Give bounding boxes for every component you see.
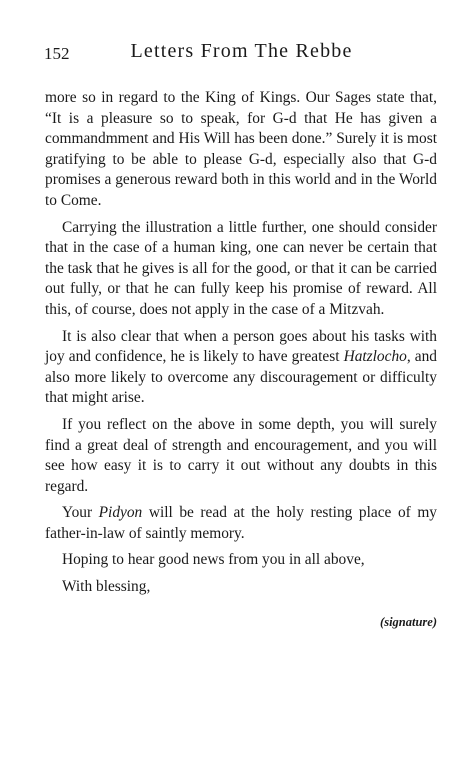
- paragraph-4: If you reflect on the above in some depth, you will surely find a great deal of strength and encouragement, and you will see how easy it is to carry it out without any doubts in this regard.: [45, 415, 437, 495]
- paragraph-3-text-start: It is also clear that when a person goes about his tasks with joy and confidence, he is likely to have greatest: [45, 327, 437, 366]
- paragraph-5-text-start: Your: [62, 504, 99, 522]
- paragraph-5-italic-term: Pidyon: [98, 504, 143, 522]
- letter-body: [45, 88, 437, 632]
- paragraph-3-text-end: , and also more likely to overcome any discouragement or difficulty that might arise.: [45, 348, 437, 407]
- running-title: Letters From The Rebbe: [130, 40, 353, 62]
- closing-line-1: Hoping to hear good news from you in all above,: [62, 551, 365, 569]
- paragraph-5-text-end: will be read at the holy resting place of my father-in-law of saintly memory.: [45, 504, 437, 542]
- page-number: 152: [44, 44, 70, 63]
- paragraph-5: [45, 503, 437, 544]
- page-header: [44, 40, 439, 68]
- signature-placeholder: (signature): [380, 614, 437, 629]
- closing-line-2: With blessing,: [62, 578, 151, 596]
- paragraph-2: Carrying the illustration a little further, one should consider that in the case of a human king, one can never be certain that the task that he gives is all for the good, or that it can be carried out fully, or that he can fully keep his promise of reward. All this, of course, does not apply in the case of a Mitzvah.: [45, 218, 437, 318]
- paragraph-3-italic-term: Hatzlocho: [343, 348, 407, 366]
- paragraph-3: [45, 327, 437, 409]
- paragraph-1: more so in regard to the King of Kings. Our Sages state that, “It is a pleasure so to speak, for G-d that He has given a commandmment and His Will has been done.” Surely it is most gratifying to be able to please G-d, especially also that G-d promises a generous reward both in this world and in the World to Come.: [45, 89, 437, 209]
